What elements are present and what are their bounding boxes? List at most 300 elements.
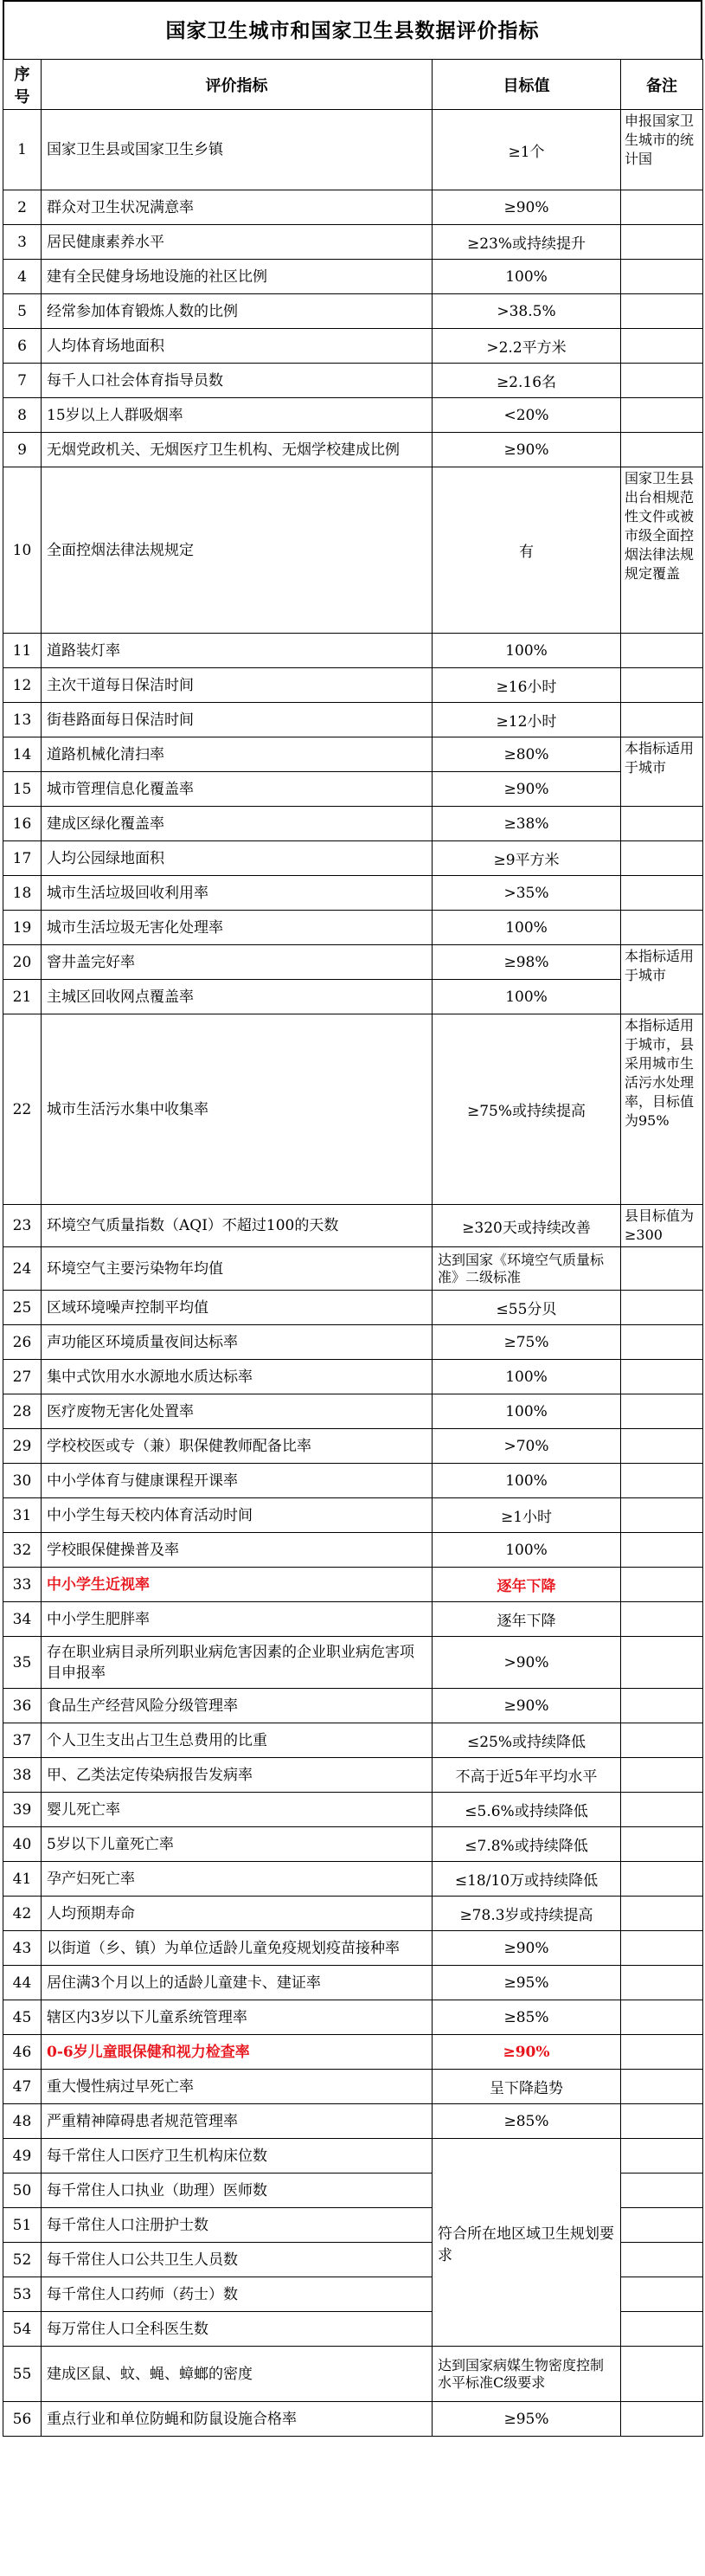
indicator-cell	[42, 841, 433, 876]
indicator-cell	[42, 260, 433, 294]
indicator-text: 学校眼保健操普及率	[47, 1541, 179, 1559]
indicator-cell	[42, 2000, 433, 2035]
indicator-cell	[42, 1247, 433, 1291]
target-value: 100%	[433, 980, 621, 1014]
indicator-cell	[42, 1689, 433, 1723]
note-cell-empty	[621, 2070, 703, 2104]
indicator-text: 经常参加体育锻炼人数的比例	[47, 302, 238, 320]
indicator-text: 严重精神障碍患者规范管理率	[47, 2112, 238, 2130]
row-number: 24	[3, 1247, 42, 1291]
table-row	[3, 398, 703, 433]
table-row	[3, 1827, 703, 1862]
note-cell-empty	[621, 1533, 703, 1568]
row-number: 56	[3, 2402, 42, 2437]
indicator-text: 中小学生肥胖率	[47, 1610, 150, 1628]
table-row	[3, 1291, 703, 1325]
indicator-text: 每千常住人口公共卫生人员数	[47, 2251, 238, 2269]
row-number: 45	[3, 2000, 42, 2035]
row-number: 36	[3, 1689, 42, 1723]
indicator-cell	[42, 2312, 433, 2347]
indicator-text: 中小学生近视率	[47, 1575, 150, 1594]
table-row	[3, 1498, 703, 1533]
indicator-cell	[42, 668, 433, 703]
note-cell-empty	[621, 2312, 703, 2347]
note-cell-empty	[621, 1689, 703, 1723]
table-row	[3, 634, 703, 668]
note-cell-empty	[621, 2174, 703, 2208]
row-number: 12	[3, 668, 42, 703]
table-row	[3, 225, 703, 260]
row-number: 28	[3, 1394, 42, 1429]
table-row	[3, 1247, 703, 1291]
row-number: 14	[3, 737, 42, 772]
table-row	[3, 1689, 703, 1723]
row-number: 7	[3, 364, 42, 398]
row-number: 31	[3, 1498, 42, 1533]
note-cell: 本指标适用于城市，县采用城市生活污水处理率，目标值为95%	[621, 1014, 703, 1205]
row-number: 34	[3, 1602, 42, 1637]
indicator-cell	[42, 1966, 433, 2000]
indicator-text: 城市生活垃圾回收利用率	[47, 884, 208, 902]
indicator-cell	[42, 1602, 433, 1637]
indicator-cell	[42, 2402, 433, 2437]
indicator-cell	[42, 2104, 433, 2139]
indicator-text: 人均公园绿地面积	[47, 849, 164, 867]
table-row	[3, 1931, 703, 1966]
row-number: 10	[3, 467, 42, 634]
table-row	[3, 1325, 703, 1360]
indicator-cell	[42, 225, 433, 260]
indicator-text: 个人卫生支出占卫生总费用的比重	[47, 1731, 267, 1749]
note-cell-empty	[621, 1862, 703, 1897]
row-number: 42	[3, 1897, 42, 1931]
indicator-cell	[42, 1931, 433, 1966]
indicator-cell	[42, 1205, 433, 1247]
table-row	[3, 1429, 703, 1464]
indicator-cell	[42, 1464, 433, 1498]
indicator-text: 婴儿死亡率	[47, 1800, 120, 1819]
row-number: 8	[3, 398, 42, 433]
indicator-text: 孕产妇死亡率	[47, 1870, 135, 1888]
indicator-text: 5岁以下儿童死亡率	[47, 1835, 174, 1853]
target-value: <20%	[433, 398, 621, 433]
target-value-merged: 符合所在地区域卫生规划要求	[433, 2139, 621, 2347]
target-value: ≥1个	[433, 110, 621, 190]
target-value: ≥90%	[433, 2035, 621, 2070]
table-row	[3, 1464, 703, 1498]
row-number: 18	[3, 876, 42, 911]
indicator-cell	[42, 911, 433, 945]
target-value: ≥320天或持续改善	[433, 1205, 621, 1247]
target-value: ≥1小时	[433, 1498, 621, 1533]
indicator-text: 甲、乙类法定传染病报告发病率	[47, 1766, 253, 1784]
note-cell-empty	[621, 1966, 703, 2000]
target-value: 100%	[433, 911, 621, 945]
note-cell-empty	[621, 1897, 703, 1931]
row-number: 30	[3, 1464, 42, 1498]
row-number: 11	[3, 634, 42, 668]
indicator-text: 每千常住人口药师（药士）数	[47, 2285, 238, 2303]
table-row	[3, 1637, 703, 1689]
note-cell-empty	[621, 668, 703, 703]
row-number: 4	[3, 260, 42, 294]
note-cell-empty	[621, 876, 703, 911]
indicator-text: 存在职业病目录所列职业病危害因素的企业职业病危害项目申报率	[47, 1643, 414, 1682]
indicator-cell	[42, 1360, 433, 1394]
indicator-text: 辖区内3岁以下儿童系统管理率	[47, 2008, 247, 2026]
indicator-text: 15岁以上人群吸烟率	[47, 406, 183, 424]
table-row	[3, 911, 703, 945]
row-number: 35	[3, 1637, 42, 1689]
indicator-text: 街巷路面每日保洁时间	[47, 711, 194, 729]
target-value: >35%	[433, 876, 621, 911]
table-row	[3, 772, 703, 807]
indicator-text: 重大慢性病过早死亡率	[47, 2077, 194, 2096]
indicator-text: 声功能区环境质量夜间达标率	[47, 1333, 238, 1351]
table-row	[3, 876, 703, 911]
note-cell-empty	[621, 398, 703, 433]
table-row	[3, 1897, 703, 1931]
row-number: 20	[3, 945, 42, 980]
indicator-cell	[42, 1793, 433, 1827]
indicator-text: 主次干道每日保洁时间	[47, 676, 194, 694]
document-title: 国家卫生城市和国家卫生县数据评价指标	[3, 0, 702, 59]
table-row	[3, 2402, 703, 2437]
row-number: 32	[3, 1533, 42, 1568]
indicator-text: 城市生活垃圾无害化处理率	[47, 918, 223, 937]
target-value: 达到国家《环境空气质量标准》二级标准	[433, 1247, 621, 1291]
indicator-text: 窨井盖完好率	[47, 953, 135, 971]
row-number: 49	[3, 2139, 42, 2174]
note-cell-empty	[621, 2243, 703, 2277]
note-cell-empty	[621, 1394, 703, 1429]
row-number: 17	[3, 841, 42, 876]
table-row	[3, 1758, 703, 1793]
row-number: 52	[3, 2243, 42, 2277]
target-value: 100%	[433, 634, 621, 668]
table-row	[3, 433, 703, 467]
note-cell-empty	[621, 2035, 703, 2070]
table-row	[3, 110, 703, 190]
row-number: 19	[3, 911, 42, 945]
row-number: 54	[3, 2312, 42, 2347]
target-value: 100%	[433, 1394, 621, 1429]
indicator-cell	[42, 1568, 433, 1602]
target-value: >38.5%	[433, 294, 621, 329]
note-cell-empty	[621, 1793, 703, 1827]
row-number: 47	[3, 2070, 42, 2104]
table-row	[3, 2070, 703, 2104]
indicator-text: 道路装灯率	[47, 641, 120, 660]
note-cell-empty	[621, 2347, 703, 2402]
table-row	[3, 737, 703, 772]
row-number: 39	[3, 1793, 42, 1827]
indicator-cell	[42, 2277, 433, 2312]
note-cell-empty	[621, 190, 703, 225]
indicator-text: 集中式饮用水水源地水质达标率	[47, 1368, 253, 1386]
table-row	[3, 260, 703, 294]
indicator-text: 建成区鼠、蚊、蝇、蟑螂的密度	[47, 2365, 253, 2383]
indicator-cell	[42, 2347, 433, 2402]
table-row	[3, 364, 703, 398]
target-value: 100%	[433, 1464, 621, 1498]
target-value: ≤25%或持续降低	[433, 1723, 621, 1758]
indicator-text: 每千人口社会体育指导员数	[47, 371, 223, 390]
indicator-text: 每千常住人口注册护士数	[47, 2216, 208, 2234]
note-cell-empty	[621, 1637, 703, 1689]
table-row	[3, 467, 703, 634]
indicator-cell	[42, 2174, 433, 2208]
indicator-text: 中小学生每天校内体育活动时间	[47, 1506, 253, 1524]
indicator-cell	[42, 433, 433, 467]
indicator-cell	[42, 1827, 433, 1862]
target-value: ≥95%	[433, 1966, 621, 2000]
table-row	[3, 2347, 703, 2402]
row-number: 43	[3, 1931, 42, 1966]
row-number: 22	[3, 1014, 42, 1205]
note-cell-empty	[621, 364, 703, 398]
indicator-text: 城市管理信息化覆盖率	[47, 780, 194, 798]
note-cell-empty	[621, 225, 703, 260]
target-value: ≤5.6%或持续降低	[433, 1793, 621, 1827]
target-value: 100%	[433, 260, 621, 294]
table-row	[3, 190, 703, 225]
indicator-text: 区域环境噪声控制平均值	[47, 1298, 208, 1317]
note-cell-empty	[621, 1247, 703, 1291]
indicator-text: 国家卫生县或国家卫生乡镇	[47, 141, 223, 158]
note-cell: 本指标适用于城市	[621, 737, 703, 807]
row-number: 3	[3, 225, 42, 260]
note-cell-empty	[621, 433, 703, 467]
row-number: 40	[3, 1827, 42, 1862]
row-number: 25	[3, 1291, 42, 1325]
row-number: 37	[3, 1723, 42, 1758]
target-value: 达到国家病媒生物密度控制水平标准C级要求	[433, 2347, 621, 2402]
table-row	[3, 1862, 703, 1897]
row-number: 44	[3, 1966, 42, 2000]
row-number: 9	[3, 433, 42, 467]
row-number: 13	[3, 703, 42, 737]
target-value: ≤55分贝	[433, 1291, 621, 1325]
target-value: ≥85%	[433, 2104, 621, 2139]
target-value: ≥90%	[433, 433, 621, 467]
indicator-cell	[42, 1533, 433, 1568]
table-row	[3, 1014, 703, 1205]
target-value: ≥90%	[433, 772, 621, 807]
indicator-cell	[42, 1498, 433, 1533]
indicator-text: 无烟党政机关、无烟医疗卫生机构、无烟学校建成比例	[47, 441, 400, 459]
note-cell-empty	[621, 260, 703, 294]
note-cell-empty	[621, 1464, 703, 1498]
table-row	[3, 945, 703, 980]
target-value: ≥9平方米	[433, 841, 621, 876]
indicator-table	[3, 59, 703, 2437]
target-value: ≥90%	[433, 1931, 621, 1966]
row-number: 38	[3, 1758, 42, 1793]
indicator-cell	[42, 1758, 433, 1793]
row-number: 50	[3, 2174, 42, 2208]
indicator-cell	[42, 634, 433, 668]
indicator-text: 建有全民健身场地设施的社区比例	[47, 267, 267, 286]
indicator-cell	[42, 364, 433, 398]
indicator-cell	[42, 737, 433, 772]
row-number: 53	[3, 2277, 42, 2312]
target-value: ≥78.3岁或持续提高	[433, 1897, 621, 1931]
indicator-cell	[42, 980, 433, 1014]
table-row	[3, 980, 703, 1014]
target-value: ≥90%	[433, 190, 621, 225]
note-cell-empty	[621, 1429, 703, 1464]
indicator-text: 环境空气质量指数（AQI）不超过100的天数	[47, 1217, 339, 1234]
note-cell-empty	[621, 911, 703, 945]
indicator-cell	[42, 1637, 433, 1689]
target-value: ≥16小时	[433, 668, 621, 703]
indicator-text: 食品生产经营风险分级管理率	[47, 1697, 238, 1715]
note-cell: 县目标值为≥300	[621, 1205, 703, 1247]
note-cell-empty	[621, 2402, 703, 2437]
indicator-text: 道路机械化清扫率	[47, 745, 164, 763]
table-row	[3, 807, 703, 841]
indicator-cell	[42, 703, 433, 737]
table-row	[3, 1966, 703, 2000]
table-row	[3, 1568, 703, 1602]
indicator-cell	[42, 329, 433, 364]
target-value: ≥12小时	[433, 703, 621, 737]
target-value: 不高于近5年平均水平	[433, 1758, 621, 1793]
note-cell-empty	[621, 2139, 703, 2174]
indicator-cell	[42, 1429, 433, 1464]
table-row	[3, 1793, 703, 1827]
table-row	[3, 1723, 703, 1758]
target-value: ≥98%	[433, 945, 621, 980]
row-number: 2	[3, 190, 42, 225]
row-number: 27	[3, 1360, 42, 1394]
indicator-cell	[42, 1325, 433, 1360]
header-note: 备注	[621, 60, 703, 110]
note-cell-empty	[621, 1758, 703, 1793]
indicator-cell	[42, 2035, 433, 2070]
row-number: 41	[3, 1862, 42, 1897]
indicator-cell	[42, 398, 433, 433]
indicator-cell	[42, 1862, 433, 1897]
note-cell-empty	[621, 1602, 703, 1637]
indicator-text: 群众对卫生状况满意率	[47, 198, 194, 216]
header-indicator: 评价指标	[42, 60, 433, 110]
indicator-cell	[42, 190, 433, 225]
indicator-text: 环境空气主要污染物年均值	[47, 1259, 223, 1278]
target-value: ≥85%	[433, 2000, 621, 2035]
indicator-cell	[42, 1723, 433, 1758]
table-row	[3, 329, 703, 364]
target-value: 100%	[433, 1533, 621, 1568]
indicator-cell	[42, 1291, 433, 1325]
header-target: 目标值	[433, 60, 621, 110]
indicator-cell	[42, 1394, 433, 1429]
indicator-cell	[42, 876, 433, 911]
row-number: 16	[3, 807, 42, 841]
indicator-text: 人均预期寿命	[47, 1904, 135, 1922]
note-cell-empty	[621, 2277, 703, 2312]
target-value: ≥75%或持续提高	[433, 1014, 621, 1205]
indicator-text: 学校校医或专（兼）职保健教师配备比率	[47, 1437, 311, 1455]
note-cell: 本指标适用于城市	[621, 945, 703, 1014]
row-number: 21	[3, 980, 42, 1014]
target-value: 100%	[433, 1360, 621, 1394]
indicator-cell	[42, 945, 433, 980]
target-value: 逐年下降	[433, 1568, 621, 1602]
target-value: ≥90%	[433, 1689, 621, 1723]
header-no: 序号	[3, 60, 42, 110]
target-value: ≥95%	[433, 2402, 621, 2437]
table-row	[3, 841, 703, 876]
row-number: 5	[3, 294, 42, 329]
indicator-text: 每千常住人口医疗卫生机构床位数	[47, 2147, 267, 2165]
indicator-cell	[42, 807, 433, 841]
note-cell-empty	[621, 1723, 703, 1758]
row-number: 26	[3, 1325, 42, 1360]
target-value: 呈下降趋势	[433, 2070, 621, 2104]
note-cell-empty	[621, 1931, 703, 1966]
note-cell-empty	[621, 1360, 703, 1394]
note-cell-empty	[621, 2208, 703, 2243]
indicator-text: 主城区回收网点覆盖率	[47, 988, 194, 1006]
indicator-cell	[42, 110, 433, 190]
table-row	[3, 1394, 703, 1429]
note-cell-empty	[621, 807, 703, 841]
note-cell-empty	[621, 329, 703, 364]
note-cell-empty	[621, 841, 703, 876]
indicator-text: 每万常住人口全科医生数	[47, 2320, 208, 2338]
row-number: 46	[3, 2035, 42, 2070]
row-number: 51	[3, 2208, 42, 2243]
target-value: ≥2.16名	[433, 364, 621, 398]
indicator-cell	[42, 2139, 433, 2174]
note-cell: 申报国家卫生城市的统计国	[621, 110, 703, 190]
indicator-text: 全面控烟法律法规规定	[47, 541, 194, 559]
indicator-text: 每千常住人口执业（助理）医师数	[47, 2181, 267, 2199]
row-number: 29	[3, 1429, 42, 1464]
indicator-text: 以街道（乡、镇）为单位适龄儿童免疫规划疫苗接种率	[47, 1939, 400, 1957]
indicator-cell	[42, 772, 433, 807]
indicator-text: 0-6岁儿童眼保健和视力检查率	[47, 2043, 250, 2061]
note-cell-empty	[621, 2104, 703, 2139]
table-row	[3, 294, 703, 329]
indicator-cell	[42, 1897, 433, 1931]
table-header-row	[3, 60, 703, 110]
indicator-cell	[42, 294, 433, 329]
target-value: ≤7.8%或持续降低	[433, 1827, 621, 1862]
row-number: 1	[3, 110, 42, 190]
note-cell-empty	[621, 1325, 703, 1360]
target-value: ≥23%或持续提升	[433, 225, 621, 260]
target-value: >70%	[433, 1429, 621, 1464]
target-value: ≥75%	[433, 1325, 621, 1360]
target-value: >90%	[433, 1637, 621, 1689]
target-value: ≥80%	[433, 737, 621, 772]
note-cell-empty	[621, 1827, 703, 1862]
indicator-text: 中小学体育与健康课程开课率	[47, 1472, 238, 1490]
table-row	[3, 2035, 703, 2070]
indicator-cell	[42, 2208, 433, 2243]
row-number: 33	[3, 1568, 42, 1602]
note-cell: 国家卫生县出台相规范性文件或被市级全面控烟法律法规规定覆盖	[621, 467, 703, 634]
table-row	[3, 2104, 703, 2139]
table-row	[3, 2139, 703, 2174]
table-row	[3, 1360, 703, 1394]
indicator-cell	[42, 1014, 433, 1205]
target-value: >2.2平方米	[433, 329, 621, 364]
target-value: 有	[433, 467, 621, 634]
